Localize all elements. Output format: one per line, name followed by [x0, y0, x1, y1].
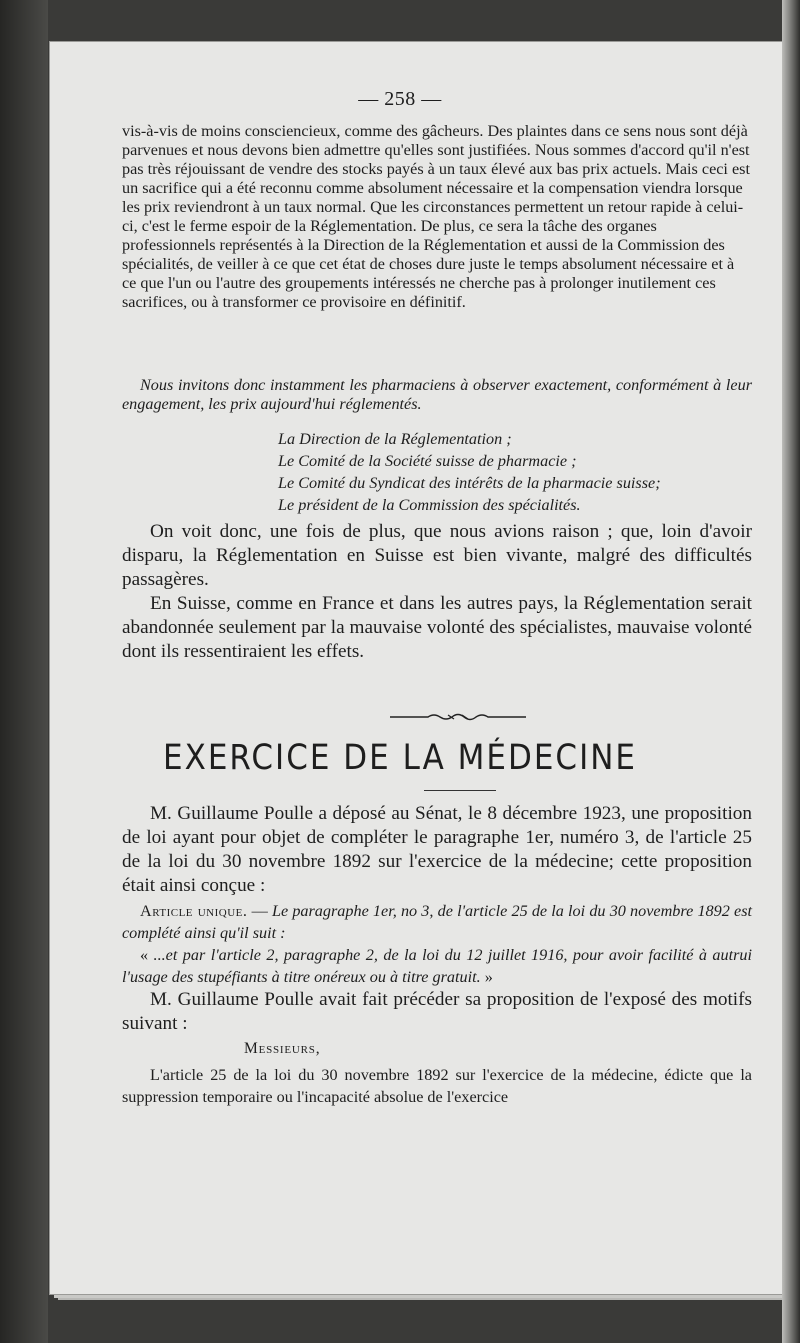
- motifs-text: M. Guillaume Poulle avait fait précéder sa proposition de l'exposé des motifs suivant :: [122, 989, 752, 1034]
- invitation-paragraph: Nous invitons donc instamment les pharmaciens à observer exactement, conformément à leur engagement, les prix aujourd'hui réglementés.: [122, 376, 752, 413]
- motifs-paragraph: [122, 988, 752, 1036]
- signature-line: Le Comité du Syndicat des intérêts de la pharmacie suisse;: [278, 474, 661, 492]
- quote-close-mark: »: [480, 968, 493, 986]
- ornament-divider: [388, 710, 528, 724]
- intro-paragraph: [122, 802, 752, 898]
- title-underline: [424, 790, 496, 791]
- quote-open-mark: «: [140, 946, 154, 964]
- signature-line: Le président de la Commission des spécialités.: [278, 496, 581, 514]
- article-quote-text: ...et par l'article 2, paragraphe 2, de la loi du 12 juillet 1916, pour avoir facilité à autrui l'usage des stupéfiants à titre onéreux ou à titre gratuit.: [122, 946, 753, 986]
- section-title: EXERCICE DE LA MÉDECINE: [163, 737, 637, 779]
- letter-paragraph: [122, 1064, 752, 1108]
- conclusion-paragraph: En Suisse, comme en France et dans les autres pays, la Réglementation serait abandonnée seulement par la mauvaise volonté des spécialistes, mauvaise volonté dont ils ressentiraient les effets.: [122, 593, 752, 662]
- article-text: Le paragraphe 1er, no 3, de l'article 25 de la loi du 30 novembre 1892 est complété ainsi qu'il suit :: [122, 902, 752, 942]
- salutation: Messieurs,: [244, 1040, 321, 1057]
- conclusion-paragraph: On voit donc, une fois de plus, que nous avions raison ; que, loin d'avoir disparu, la Réglementation en Suisse est bien vivante, malgré des difficultés passagères.: [122, 521, 752, 590]
- scan-backdrop: [0, 0, 48, 1343]
- article-block: [122, 900, 752, 988]
- conclusion-block: [122, 520, 752, 664]
- intro-text: M. Guillaume Poulle a déposé au Sénat, le 8 décembre 1923, une proposition de loi ayant pour objet de compléter le paragraphe 1er, numéro 3, de l'article 25 de la loi du 30 novembre 1892 sur l'exercice de la médecine; cette proposition était ainsi conçue :: [122, 803, 752, 896]
- article-dash: —: [247, 902, 272, 920]
- article-label: Article unique.: [140, 902, 248, 920]
- letter-text: L'article 25 de la loi du 30 novembre 1892 sur l'exercice de la médecine, édicte que la suppression temporaire ou l'incapacité absolue de l'exercice: [122, 1066, 752, 1106]
- page-number: — 258 —: [358, 88, 442, 110]
- signature-line: Le Comité de la Société suisse de pharmacie ;: [278, 452, 577, 470]
- article-paragraph: [122, 900, 752, 944]
- signature-block: [278, 428, 758, 516]
- signature-line: La Direction de la Réglementation ;: [278, 430, 512, 448]
- article-quote: [122, 944, 752, 988]
- quoted-paragraph: [122, 122, 752, 312]
- page-edge-shadow: [782, 0, 800, 1343]
- quoted-paragraph-text: vis-à-vis de moins consciencieux, comme des gâcheurs. Des plaintes dans ce sens nous sont déjà parvenues et nous devons bien admettre qu'elles sont justifiées. Nous sommes d'accord qu'il n'est pas très réjouissant de vendre des stocks payés à un taux élevé aux bas prix actuels. Mais ceci est un sacrifice qui a été reconnu comme absolument nécessaire et la compensation viendra lorsque les prix reviendront à un taux normal. Que les circonstances permettent un retour rapide à celui-ci, c'est le ferme espoir de la Réglementation. De plus, ce sera la tâche des organes professionnels représentés à la Direction de la Réglementation et aussi de la Commission des spécialités, de veiller à ce que cet état de choses dure juste le temps absolument nécessaire et à ce que l'un ou l'autre des groupements intéressés ne cherche pas à prolonger inutilement ces sacrifices, ou à transformer ce provisoire en définitif.: [122, 122, 750, 311]
